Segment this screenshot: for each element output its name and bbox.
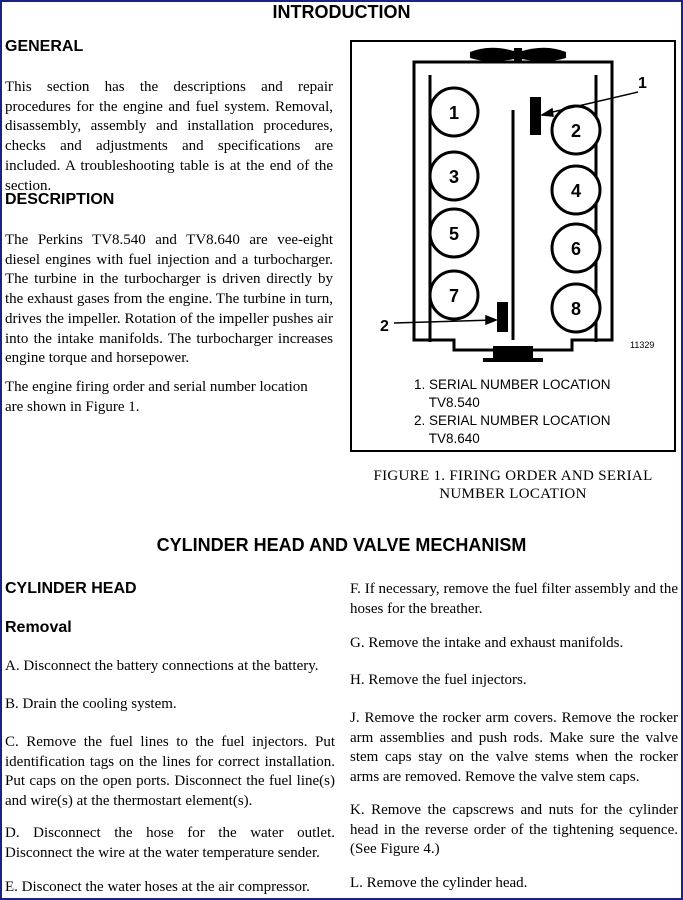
cylinder-8-label: 8 <box>570 299 582 319</box>
cylinder-4-label: 4 <box>570 181 582 201</box>
engine-firing-order-diagram <box>350 40 676 370</box>
step-l: L. Remove the cylinder head. <box>350 875 528 891</box>
figure-notes <box>414 376 611 448</box>
step-a: A. Disconnect the battery connections at the battery. <box>5 658 319 674</box>
description-heading: DESCRIPTION <box>5 191 115 208</box>
description-paragraph: The Perkins TV8.540 and TV8.640 are vee-eight diesel engines with fuel injection and a turbocharger. The turbine in the turbocharger is driven directly by the exhaust gases from the engine. The turbine in turn, drives the impeller. Rotation of the impeller pushes air into the intake manifolds. The turbocharger increases engine torque and horsepower. <box>5 232 333 367</box>
step-c: C. Remove the fuel lines to the fuel injectors. Put identification tags on the lines for correct installation. Put caps on the open ports. Disconnect the fuel line(s) and wire(s) at the thermostart element(s). <box>5 734 335 810</box>
removal-subheading: Removal <box>5 619 72 636</box>
cylinder-6-label: 6 <box>570 239 582 259</box>
step-f: F. If necessary, remove the fuel filter assembly and the hoses for the breather. <box>350 581 678 617</box>
callout-1-label: 1 <box>638 75 647 92</box>
section-title: CYLINDER HEAD AND VALVE MECHANISM <box>156 535 527 555</box>
fan-icon <box>470 48 566 62</box>
step-e: E. Disconect the water hoses at the air compressor. <box>5 879 310 895</box>
figure-note-line: TV8.540 <box>414 395 480 410</box>
cylinder-3-label: 3 <box>448 167 460 187</box>
step-g: G. Remove the intake and exhaust manifolds. <box>350 635 624 651</box>
step-j: J. Remove the rocker arm covers. Remove the rocker arm assemblies and push rods. Make sure the valve stem caps stay on the valve stems when the rocker arms are removed. Remove the valve stem caps. <box>350 710 678 786</box>
figure-caption <box>350 467 676 503</box>
cylinder-2-label: 2 <box>570 121 582 141</box>
page-title: INTRODUCTION <box>272 2 411 22</box>
step-b: B. Drain the cooling system. <box>5 696 177 712</box>
step-h: H. Remove the fuel injectors. <box>350 672 527 688</box>
figure-caption-line-2: NUMBER LOCATION <box>439 486 587 502</box>
serial-plate-1 <box>530 97 541 135</box>
cylinder-head-heading: CYLINDER HEAD <box>5 580 137 597</box>
figure-note-line: TV8.640 <box>414 431 480 446</box>
cylinder-5-label: 5 <box>448 224 460 244</box>
general-text: This section has the descriptions and repair procedures for the engine and fuel system. Removal, disassembly, assembly and installation procedures, checks and adjustments and specifications are included. A troubleshooting table is at the end of the section. <box>5 79 333 194</box>
figure-reference-paragraph: The engine firing order and serial number location are shown in Figure 1. <box>5 379 308 415</box>
figure-note-line: 1. SERIAL NUMBER LOCATION <box>414 377 611 392</box>
step-d: D. Disconnect the hose for the water outlet. Disconnect the wire at the water temperature sender. <box>5 825 335 861</box>
callout-2-label: 2 <box>380 318 389 335</box>
general-heading: GENERAL <box>5 38 84 55</box>
cylinder-7-label: 7 <box>448 286 460 306</box>
figure-caption-line-1: FIGURE 1. FIRING ORDER AND SERIAL <box>373 468 653 484</box>
step-k: K. Remove the capscrews and nuts for the cylinder head in the reverse order of the tightening sequence. (See Figure 4.) <box>350 802 678 858</box>
figure-code: 11329 <box>630 340 655 350</box>
pulley-icon <box>483 346 543 362</box>
cylinder-1-label: 1 <box>448 103 460 123</box>
figure-note-line: 2. SERIAL NUMBER LOCATION <box>414 413 611 428</box>
serial-plate-2 <box>497 302 508 332</box>
